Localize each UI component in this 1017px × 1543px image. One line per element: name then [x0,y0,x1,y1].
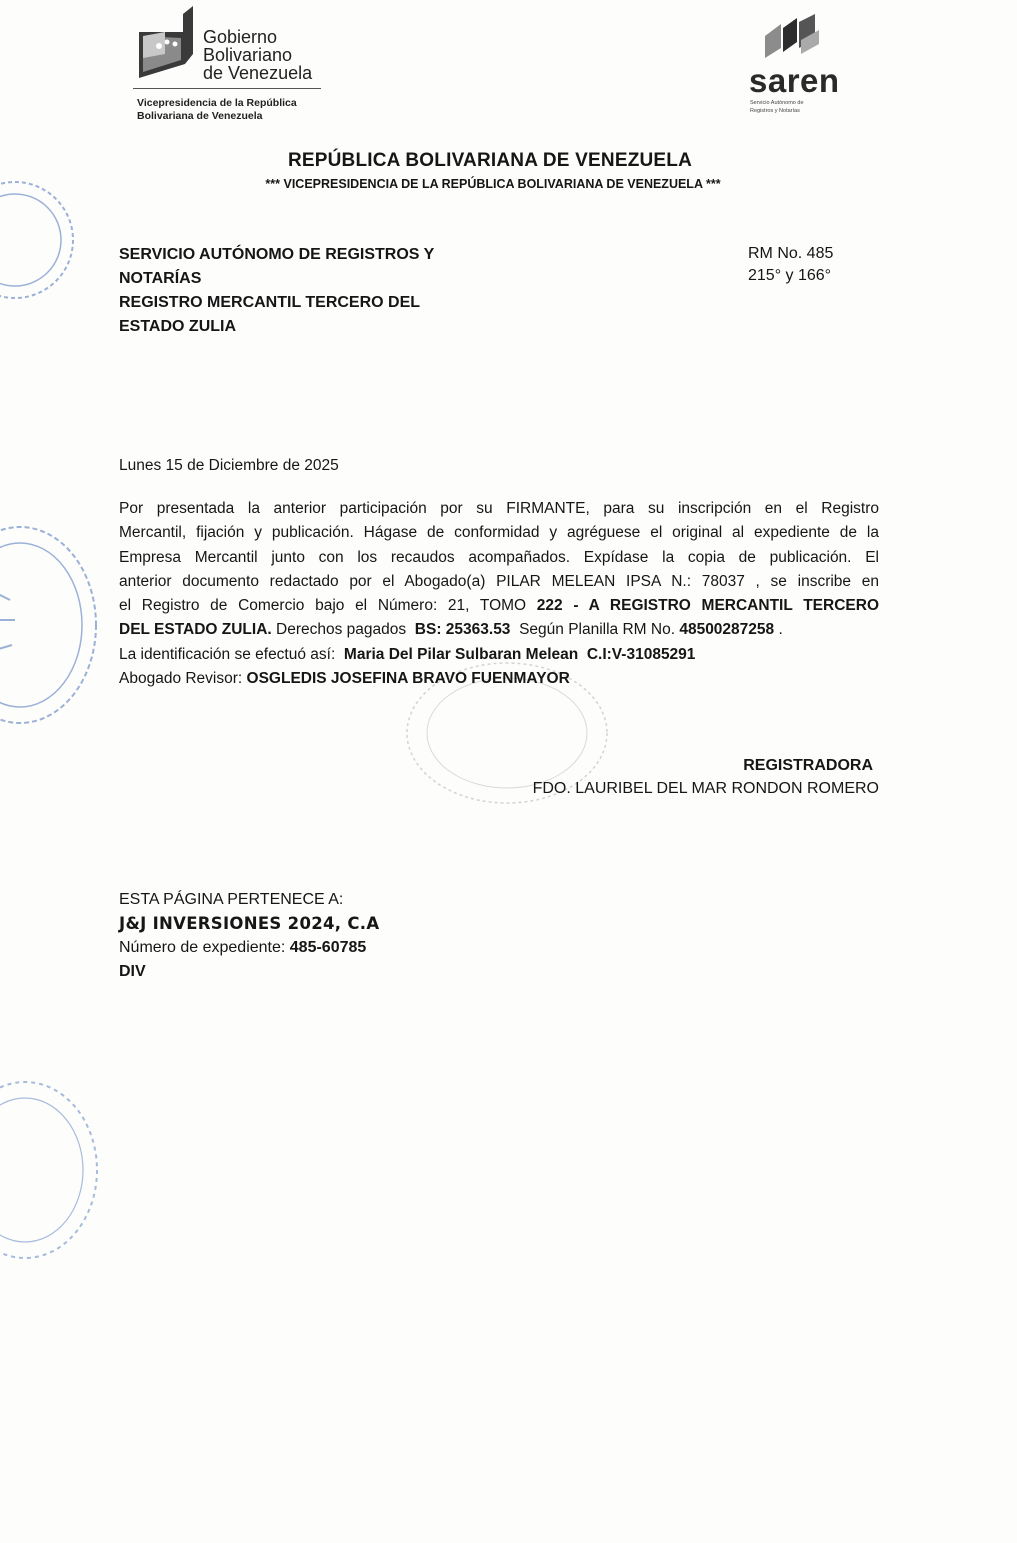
gobierno-line-2: Bolivariano [203,45,293,65]
planilla-number: 48500287258 [679,621,775,639]
file-number-row [119,936,379,960]
gobierno-sub-2: Bolivariana de Venezuela [137,110,263,122]
gobierno-sub-1: Vicepresidencia de la República [137,97,297,109]
body-line-4: anterior documento redactado por el Abogado(a) PILAR MELEAN IPSA N.: 78037 , se inscribe en [119,572,879,590]
body-line-6 [119,618,879,642]
body-line-8 [119,667,879,691]
body-paragraph [119,497,879,691]
gobierno-divider [133,88,321,89]
identity-card: C.I:V-31085291 [586,645,696,663]
official-stamp-icon [0,175,90,305]
body-line-5 [119,594,879,618]
rm-years: 215° y 166° [748,267,832,284]
page-subtitle: *** VICEPRESIDENCIA DE LA REPÚBLICA BOLIVARIANA DE VENEZUELA *** [265,177,721,191]
body-line-3: Empresa Mercantil junto con los recaudos acompañados. Expídase la copia de publicación. El [119,548,879,566]
flag-icon [135,2,197,84]
reviewer-label: Abogado Revisor: [119,670,243,688]
reviewer-name: OSGLEDIS JOSEFINA BRAVO FUENMAYOR [246,670,570,688]
saren-sub-1: Servicio Autónomo de [750,100,804,106]
line-6-end: . [778,621,783,639]
body-line-1: Por presentada la anterior participación por su FIRMANTE, para su inscripción en el Registro [119,500,879,517]
registrar-name: FDO. LAURIBEL DEL MAR RONDON ROMERO [532,780,879,797]
file-number-label: Número de expediente: [119,939,286,956]
office-block [119,243,434,339]
official-stamp-icon [0,520,110,730]
saren-sub-2: Registros y Notarías [750,108,800,114]
saren-mark-icon [757,14,827,62]
page-title: REPÚBLICA BOLIVARIANA DE VENEZUELA [287,150,693,171]
office-line-3: REGISTRO MERCANTIL TERCERO DEL [119,294,421,311]
ownership-label: ESTA PÁGINA PERTENECE A: [119,891,344,908]
body-line-5-prefix: el Registro de Comercio bajo el Número: 21, TOMO [119,597,527,615]
rm-block [748,243,833,287]
identification-label: La identificación se efectuó así: [119,645,336,663]
body-line-7 [119,643,879,667]
body-line-2: Mercantil, fijación y publicación. Hágase de conformidad y agréguese el original al expediente de la [119,524,879,542]
gobierno-logo [133,2,333,126]
file-number: 485-60785 [289,939,367,956]
saren-wordmark: saren [749,62,840,99]
document-code: DIV [119,963,146,980]
tomo-reference: 222 - A REGISTRO MERCANTIL TERCERO [536,597,880,615]
fees-amount: BS: 25363.53 [414,621,511,639]
office-line-1: SERVICIO AUTÓNOMO DE REGISTROS Y [119,246,435,263]
document-date: Lunes 15 de Diciembre de 2025 [119,457,339,474]
planilla-label: Según Planilla RM No. [519,621,676,639]
official-stamp-icon [0,1075,105,1265]
gobierno-line-3: de Venezuela [203,63,313,83]
rm-number: RM No. 485 [748,245,834,262]
office-line-2: NOTARÍAS [119,270,202,287]
gobierno-line-1: Gobierno [203,27,278,47]
identified-person: Maria Del Pilar Sulbaran Melean [343,645,579,663]
saren-logo [745,14,845,126]
company-name: J&J INVERSIONES 2024, C.A [119,914,380,933]
ownership-block [119,888,379,984]
office-line-4: ESTADO ZULIA [119,318,237,335]
fees-label: Derechos pagados [276,621,407,639]
estado-reference: DEL ESTADO ZULIA. [119,621,272,639]
registrar-title: REGISTRADORA [743,757,873,774]
